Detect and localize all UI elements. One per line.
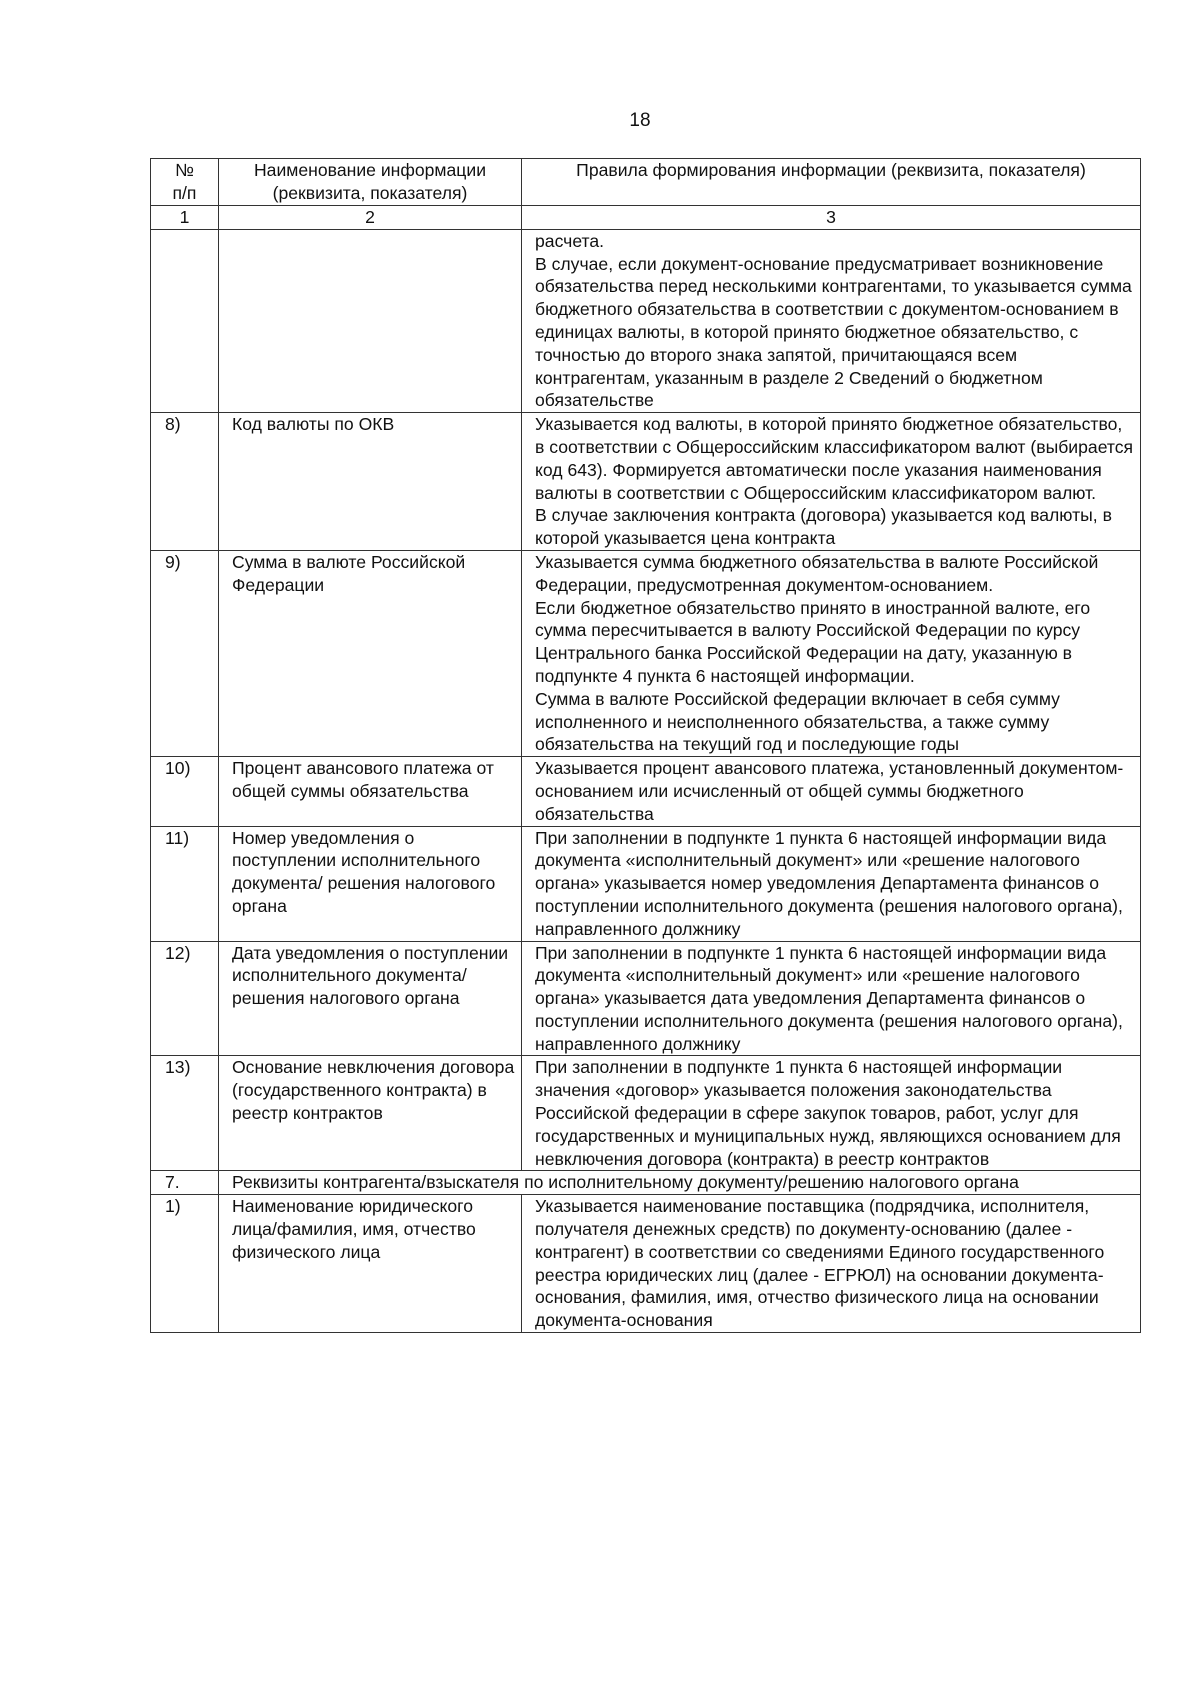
row-number: 1) [151,1195,219,1333]
table-header-row [151,159,1141,206]
row-rule: При заполнении в подпункте 1 пункта 6 настоящей информации вида документа «исполнительный документ» или «решение налогового органа» указывается дата уведомления Департамента финансов о поступлении исполнительного документа (решения налогового органа), направленного должнику [522,941,1141,1056]
rules-table [150,158,1141,1333]
page-number: 18 [629,110,651,131]
row-name: Сумма в валюте Российской Федерации [219,550,522,756]
header-num: № п/п [151,159,219,206]
header-name: Наименование информации (реквизита, показателя) [219,159,522,206]
table-row [151,550,1141,756]
row-rule: Указывается процент авансового платежа, установленный документом-основанием или исчисленный от общей суммы бюджетного обязательства [522,757,1141,826]
table-row [151,229,1141,412]
section-number: 7. [151,1171,219,1195]
row-number [151,229,219,412]
row-name: Номер уведомления о поступлении исполнительного документа/ решения налогового органа [219,826,522,941]
header-rule: Правила формирования информации (реквизита, показателя) [522,159,1141,206]
column-number: 3 [522,206,1141,230]
row-name: Наименование юридического лица/фамилия, имя, отчество физического лица [219,1195,522,1333]
column-numbers-row [151,206,1141,230]
row-number: 10) [151,757,219,826]
row-rule: Указывается наименование поставщика (подрядчика, исполнителя, получателя денежных средств) по документу-основанию (далее - контрагент) в соответствии со сведениями Единого государственного реестра юридических лиц (далее - ЕГРЮЛ) на основании документа-основания, фамилия, имя, отчество физического лица на основании документа-основания [522,1195,1141,1333]
table-row [151,1195,1141,1333]
row-name: Основание невключения договора (государственного контракта) в реестр контрактов [219,1056,522,1171]
row-name [219,229,522,412]
table-row [151,1056,1141,1171]
column-number: 1 [151,206,219,230]
column-number: 2 [219,206,522,230]
table-row [151,757,1141,826]
section-row [151,1171,1141,1195]
row-name: Код валюты по ОКВ [219,413,522,551]
row-rule: При заполнении в подпункте 1 пункта 6 настоящей информации значения «договор» указывается положения законодательства Российской федерации в сфере закупок товаров, работ, услуг для государственных и муниципальных нужд, являющихся основанием для невключения договора (контракта) в реестр контрактов [522,1056,1141,1171]
row-rule: расчета. В случае, если документ-основание предусматривает возникновение обязательства перед несколькими контрагентами, то указывается сумма бюджетного обязательства в соответствии с документом-основанием в единицах валюты, в которой принято бюджетное обязательство, с точностью до второго знака запятой, причитающаяся всем контрагентам, указанным в разделе 2 Сведений о бюджетном обязательстве [522,229,1141,412]
table-row [151,941,1141,1056]
row-number: 8) [151,413,219,551]
row-rule: При заполнении в подпункте 1 пункта 6 настоящей информации вида документа «исполнительный документ» или «решение налогового органа» указывается номер уведомления Департамента финансов о поступлении исполнительного документа (решения налогового органа), направленного должнику [522,826,1141,941]
section-title: Реквизиты контрагента/взыскателя по исполнительному документу/решению налогового органа [219,1171,1141,1195]
row-number: 9) [151,550,219,756]
row-number: 13) [151,1056,219,1171]
table-row [151,826,1141,941]
row-number: 12) [151,941,219,1056]
row-name: Процент авансового платежа от общей суммы обязательства [219,757,522,826]
table-row [151,413,1141,551]
row-name: Дата уведомления о поступлении исполнительного документа/ решения налогового органа [219,941,522,1056]
row-number: 11) [151,826,219,941]
row-rule: Указывается код валюты, в которой принято бюджетное обязательство, в соответствии с Общероссийским классификатором валют (выбирается код 643). Формируется автоматически после указания наименования валюты в соответствии с Общероссийским классификатором валют. В случае заключения контракта (договора) указывается код валюты, в которой указывается цена контракта [522,413,1141,551]
row-rule: Указывается сумма бюджетного обязательства в валюте Российской Федерации, предусмотренная документом-основанием. Если бюджетное обязательство принято в иностранной валюте, его сумма пересчитывается в валюту Российской Федерации по курсу Центрального банка Российской Федерации на дату, указанную в подпункте 4 пункта 6 настоящей информации. Сумма в валюте Российской федерации включает в себя сумму исполненного и неисполненного обязательства, а также сумму обязательства на текущий год и последующие годы [522,550,1141,756]
